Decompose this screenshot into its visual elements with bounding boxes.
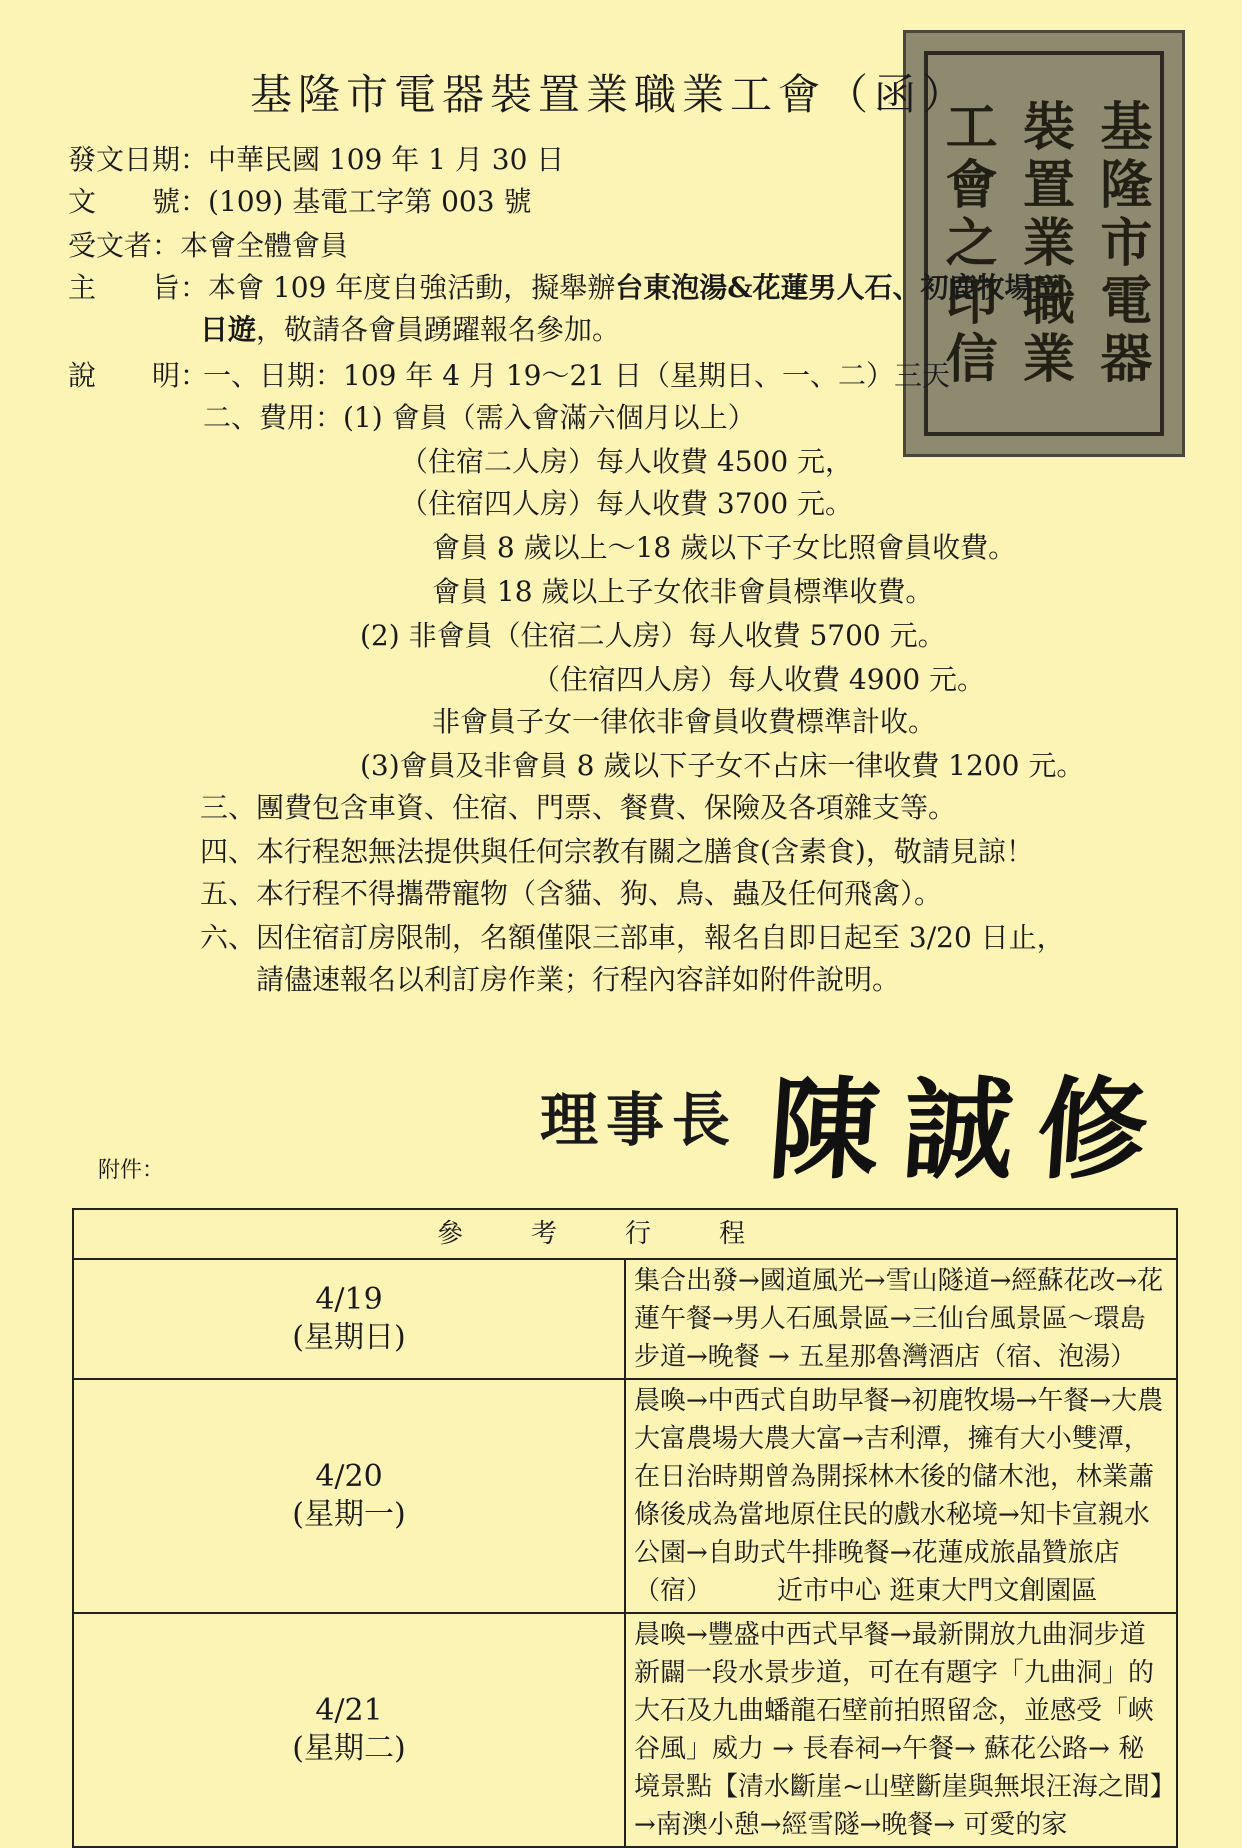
subject-text-post: ，敬請各會員踴躍報名參加。 bbox=[256, 313, 621, 346]
seal-text-col-2: 裝置業職業 bbox=[1013, 98, 1075, 389]
explain-line-11: 三、團費包含車資、住宿、門票、餐費、保險及各項雜支等。 bbox=[200, 791, 957, 824]
subject-text-bold: 台東泡湯&花蓮男人石、初鹿牧場三 bbox=[615, 271, 1061, 304]
document-number-value: (109) 基電工字第 003 號 bbox=[208, 185, 532, 218]
explain-line-6: 會員 18 歲以上子女依非會員標準收費。 bbox=[432, 575, 934, 608]
explain-line-5: 會員 8 歲以上～18 歲以下子女比照會員收費。 bbox=[432, 531, 1017, 564]
issue-date-row bbox=[68, 138, 564, 178]
subject-label: 主 旨： bbox=[68, 271, 209, 304]
schedule-header-row bbox=[73, 1209, 1177, 1259]
explain-line-1: 一、日期：109 年 4 月 19～21 日（星期日、一、二）三天 bbox=[203, 359, 951, 392]
schedule-itinerary: 晨喚→豐盛中西式早餐→最新開放九曲洞步道新闢一段水景步道，可在有題字「九曲洞」的大石及九曲蟠龍石壁前拍照留念，並感受「峽谷風」威力 → 長春祠→午餐→ 蘇花公路→ 秘境景點【清水斷崖~山壁斷崖與無垠汪海之間】→南澳小憩→經雪隧→晚餐→ 可愛的家 bbox=[625, 1613, 1177, 1847]
explain-line-13: 五、本行程不得攜帶寵物（含貓、狗、鳥、蟲及任何飛禽）。 bbox=[200, 877, 943, 910]
explain-line-4: （住宿四人房）每人收費 3700 元。 bbox=[400, 487, 854, 520]
schedule-day-cell bbox=[73, 1379, 625, 1613]
subject-text-bold-2: 日遊 bbox=[200, 313, 257, 346]
schedule-weekday: (星期一) bbox=[292, 1497, 406, 1532]
attachment-label: 附件： bbox=[98, 1158, 165, 1183]
schedule-date: 4/19 bbox=[315, 1282, 383, 1317]
schedule-row bbox=[73, 1379, 1177, 1613]
subject-row-2 bbox=[200, 308, 620, 348]
recipient-label: 受文者： bbox=[68, 229, 181, 262]
schedule-weekday: (星期二) bbox=[292, 1731, 406, 1766]
issue-date-label: 發文日期： bbox=[68, 143, 209, 176]
document-number-label: 文 號： bbox=[68, 185, 209, 218]
explain-line-7: (2) 非會員（住宿二人房）每人收費 5700 元。 bbox=[360, 619, 946, 652]
subject-text-pre: 本會 109 年度自強活動，擬舉辦 bbox=[208, 271, 616, 304]
subject-row bbox=[68, 266, 1061, 306]
schedule-weekday: (星期日) bbox=[292, 1320, 406, 1355]
recipient-value: 本會全體會員 bbox=[180, 229, 349, 262]
schedule-date: 4/20 bbox=[315, 1459, 383, 1494]
schedule-row bbox=[73, 1259, 1177, 1379]
schedule-itinerary: 集合出發→國道風光→雪山隧道→經蘇花改→花蓮午餐→男人石風景區→三仙台風景區～環島步道→晚餐 → 五星那魯灣酒店（宿、泡湯） bbox=[625, 1259, 1177, 1379]
explain-line-12: 四、本行程恕無法提供與任何宗教有關之膳食(含素食)，敬請見諒！ bbox=[200, 835, 1034, 868]
chairman-signature: 陳誠修 bbox=[764, 1066, 1176, 1194]
schedule-itinerary: 晨喚→中西式自助早餐→初鹿牧場→午餐→大農大富農場大農大富→吉利潭，擁有大小雙潭，在日治時期曾為開採林木後的儲木池，林業蕭條後成為當地原住民的戲水秘境→知卡宣親水公園→自助式牛排晚餐→花蓮成旅晶贊旅店（宿） 近市中心 逛東大門文創園區 bbox=[625, 1379, 1177, 1613]
schedule-day-cell bbox=[73, 1259, 625, 1379]
explain-line-3: （住宿二人房）每人收費 4500 元， bbox=[400, 445, 854, 478]
explanation-label-row bbox=[68, 354, 208, 394]
explain-line-8: （住宿四人房）每人收費 4900 元。 bbox=[532, 663, 986, 696]
document-title: 基隆市電器裝置業職業工會（函） bbox=[250, 70, 971, 119]
schedule-heading: 參考行程 bbox=[73, 1209, 1177, 1259]
explain-line-10: (3)會員及非會員 8 歲以下子女不占床一律收費 1200 元。 bbox=[360, 749, 1085, 782]
seal-text-col-3: 基隆市電器 bbox=[1090, 98, 1152, 389]
schedule-row bbox=[73, 1613, 1177, 1847]
recipient-row bbox=[68, 224, 348, 264]
chairman-label: 理事長 bbox=[540, 1086, 739, 1154]
document-number-row bbox=[68, 180, 531, 220]
explain-line-15: 請儘速報名以利訂房作業；行程內容詳如附件說明。 bbox=[256, 963, 901, 996]
explain-line-9: 非會員子女一律依非會員收費標準計收。 bbox=[432, 705, 937, 738]
explain-line-2: 二、費用：(1) 會員（需入會滿六個月以上） bbox=[203, 401, 756, 434]
schedule-table bbox=[72, 1208, 1178, 1848]
explain-line-14: 六、因住宿訂房限制，名額僅限三部車，報名自即日起至 3/20 日止， bbox=[200, 921, 1065, 954]
issue-date-value: 中華民國 109 年 1 月 30 日 bbox=[208, 143, 565, 176]
seal-text-col-1: 工會之印信 bbox=[936, 98, 998, 389]
schedule-date: 4/21 bbox=[315, 1693, 383, 1728]
schedule-day-cell bbox=[73, 1613, 625, 1847]
explanation-label: 說 明： bbox=[68, 359, 209, 392]
